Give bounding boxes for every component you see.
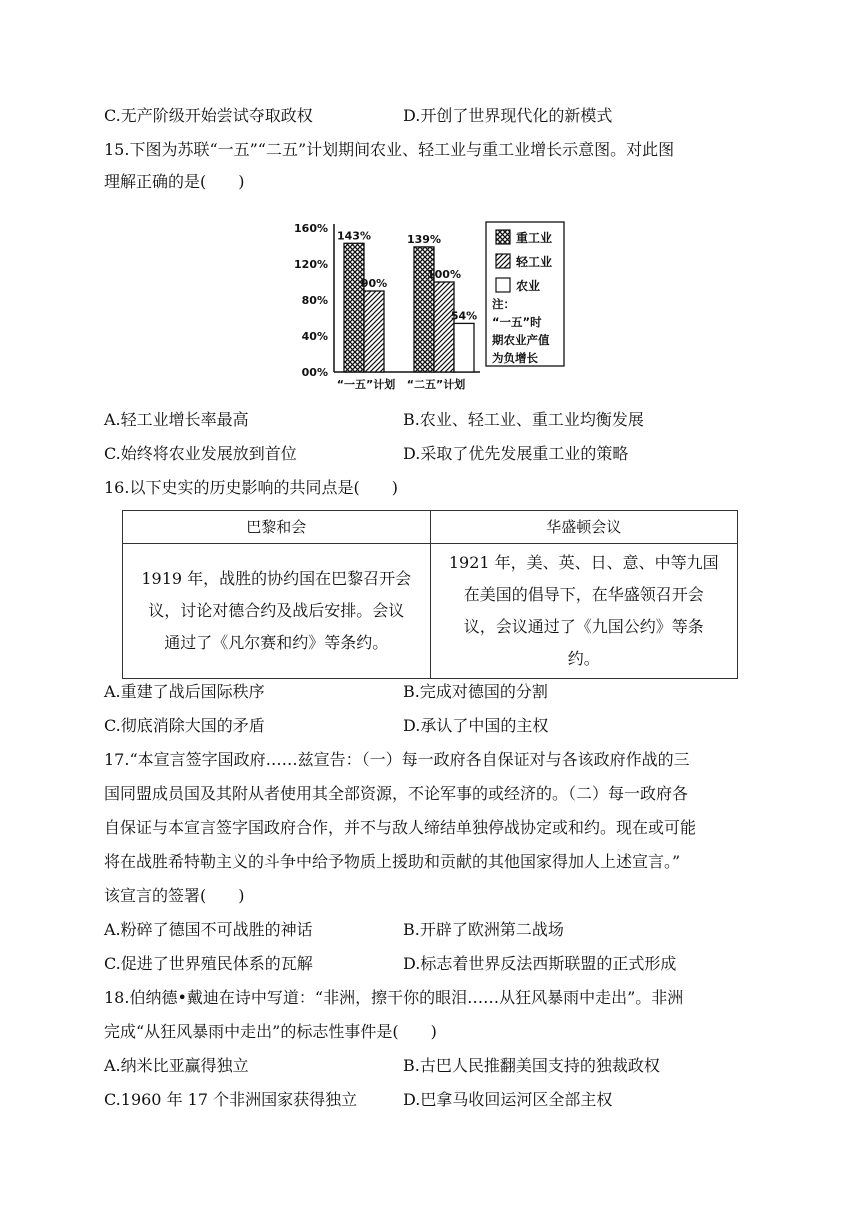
q15-option-b: B.农业、轻工业、重工业均衡发展 [403,410,644,429]
q17-stem-line: 国同盟成员国及其附从者使用其全部资源，不论军事的或经济的。（二）每一政府各 [104,784,689,803]
cell-paris-line: 议，讨论对德合约及战后安排。会议 [148,601,405,620]
q17-option-d: D.标志着世界反法西斯联盟的正式形成 [403,954,677,973]
comparison-table [122,510,738,679]
chart-legend [486,222,564,366]
bar [414,247,434,372]
cell-paris-line: 通过了《凡尔赛和约》等条约。 [164,633,389,652]
q14-option-d: D.开创了世界现代化的新模式 [403,106,613,125]
q15-option-d: D.采取了优先发展重工业的策略 [403,444,629,463]
q16-stem: 16.以下史实的历史影响的共同点是( ) [104,478,398,497]
table-header-paris: 巴黎和会 [123,511,431,544]
q18-option-b: B.古巴人民推翻美国支持的独裁政权 [403,1056,660,1075]
q17-option-b: B.开辟了欧洲第二战场 [403,920,564,939]
q16-option-a: A.重建了战后国际秩序 [104,682,265,701]
y-axis-ticks [294,222,328,379]
bar [364,291,384,372]
legend-label: 重工业 [516,231,553,245]
y-tick-label: 80% [301,294,328,307]
q16-option-c: C.彻底消除大国的矛盾 [104,716,265,735]
legend-swatch [496,230,510,244]
q15-stem-line2: 理解正确的是( ) [104,172,245,191]
bar [344,243,364,372]
bar-value-label: 139% [407,232,441,246]
note-line: 期农业产值 [492,333,550,347]
y-tick-label: 00% [301,366,328,379]
cell-washington-line: 约。 [567,649,600,668]
q18-stem-line: 18.伯纳德•戴迪在诗中写道：“非洲，擦干你的眼泪……从狂风暴雨中走出”。非洲 [104,988,684,1007]
q17-option-a: A.粉碎了德国不可战胜的神话 [104,920,313,939]
q15-stem-line1: 15.下图为苏联“一五”“二五”计划期间农业、轻工业与重工业增长示意图。对此图 [104,140,675,159]
q15-option-c: C.始终将农业发展放到首位 [104,444,297,463]
note-line: 注： [492,297,515,311]
legend-swatch [496,278,510,292]
y-tick-label: 120% [294,258,328,271]
q14-option-c: C.无产阶级开始尝试夺取政权 [104,106,313,125]
cell-washington-line: 在美国的倡导下，在华盛领召开会 [463,585,704,604]
q18-stem-line: 完成“从狂风暴雨中走出”的标志性事件是( ) [104,1022,437,1041]
y-tick-label: 40% [301,330,328,343]
note-line: “一五”时 [492,315,542,329]
growth-bar-chart [290,212,580,392]
bar-value-label: 143% [337,229,371,243]
table-cell-washington [430,544,738,679]
q17-stem-line: 该宣言的签署( ) [104,886,245,905]
legend-label: 轻工业 [516,255,553,269]
q18-option-d: D.巴拿马收回运河区全部主权 [403,1090,613,1109]
table-header-washington: 华盛顿会议 [430,511,738,544]
note-line: 为负增长 [492,351,538,365]
x-tick-label: “二五”计划 [406,378,466,391]
bar-value-label: 54% [450,309,478,323]
table-cell-paris [123,544,431,679]
bar [434,282,454,372]
legend-swatch [496,254,510,268]
q17-option-c: C.促进了世界殖民体系的瓦解 [104,954,313,973]
x-tick-label: “一五”计划 [336,378,396,391]
legend-label: 农业 [516,279,541,293]
cell-paris-line: 1919 年，战胜的协约国在巴黎召开会 [141,569,412,588]
y-tick-label: 160% [294,222,328,235]
q18-option-a: A.纳米比亚赢得独立 [104,1056,249,1075]
q15-option-a: A.轻工业增长率最高 [104,410,249,429]
q17-stem-line: 17.“本宣言签字国政府……兹宣告：（一）每一政府各自保证对与各该政府作战的三 [104,750,690,769]
q18-option-c: C.1960 年 17 个非洲国家获得独立 [104,1090,358,1109]
cell-washington-line: 议，会议通过了《九国公约》等条 [463,617,704,636]
cell-washington-line: 1921 年，美、英、日、意、中等九国 [448,553,719,572]
bar-value-label: 100% [427,268,461,281]
q17-stem-line: 自保证与本宣言签字国政府合作，并不与敌人缔结单独停战协定或和约。现在或可能 [104,818,697,837]
bar-value-label: 90% [360,277,388,290]
q16-option-d: D.承认了中国的主权 [403,716,549,735]
bar [454,323,474,372]
q17-stem-line: 将在战胜希特勒主义的斗争中给予物质上援助和贡献的其他国家得加人上述宣言。” [104,852,681,871]
q16-option-b: B.完成对德国的分割 [403,682,548,701]
